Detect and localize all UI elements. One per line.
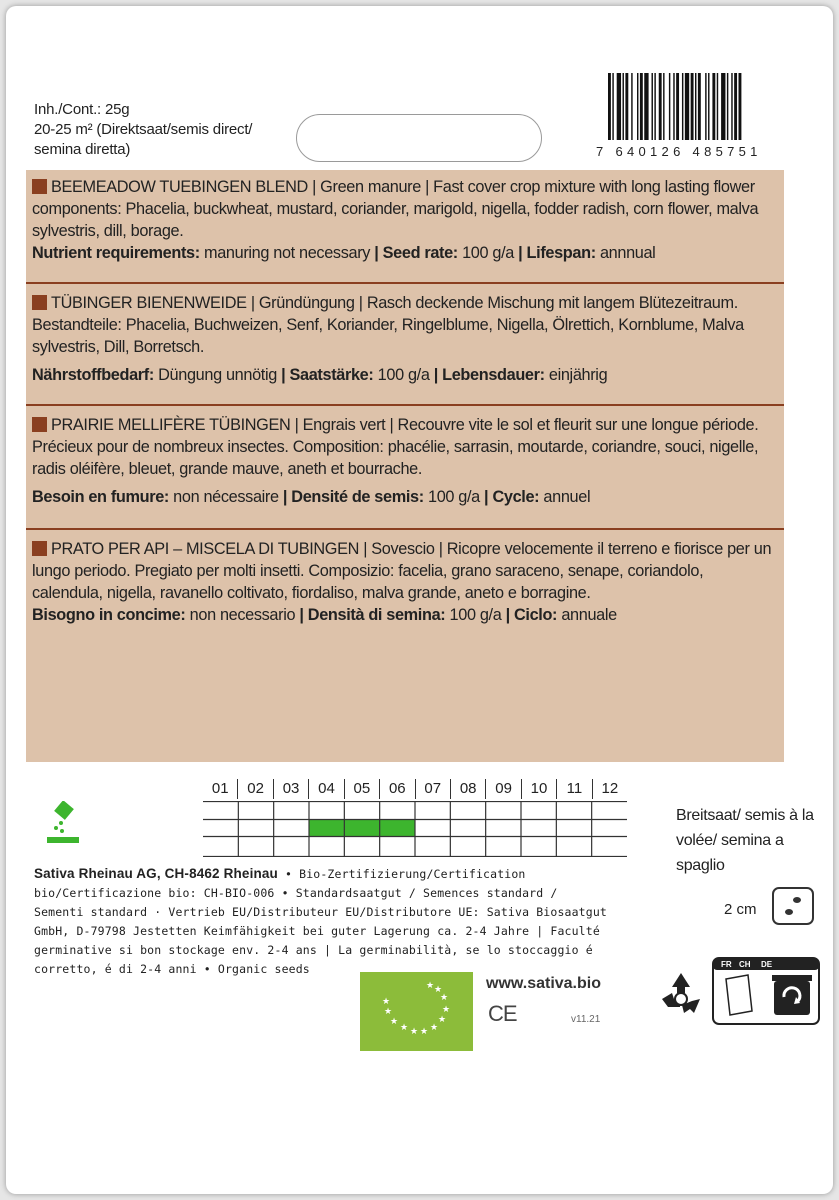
disposal-info-icon — [712, 957, 820, 1025]
barcode — [608, 73, 776, 140]
bin-label-de: DE — [761, 960, 773, 969]
bin-label-fr: FR — [721, 960, 732, 969]
square-bullet-icon — [32, 179, 47, 194]
sowing-period-cell — [344, 819, 379, 836]
svg-text:★: ★ — [420, 1026, 429, 1036]
sowing-period-cell — [309, 819, 344, 836]
sowing-hand-icon — [43, 801, 83, 845]
section-french: PRAIRIE MELLIFÈRE TÜBINGEN | Engrais vert | Recouvre vite le sol et fleurit sur une longue période. Précieux pour de nombreux insectes. Composition: phacélie, sarrasin, moutarde, coriandre, souci, nigelle, radis oléifère, bleuet, grande mauve, aneth et bourrache. Besoin en fumure: non nécessaire | Densité de semis: 100 g/a | Cycle: annuel — [32, 416, 759, 506]
section-english: BEEMEADOW TUEBINGEN BLEND | Green manure | Fast cover crop mixture with long lasting flower components: Phacelia, buckwheat, mustard, coriander, marigold, nigella, fodder radish, corn flower, malva sylvestris, dill, borage. Nutrient requirements: manuring not necessary | Seed rate: 100 g/a | Lifespan: annnual — [32, 178, 759, 262]
square-bullet-icon — [32, 417, 47, 432]
hang-hole — [296, 114, 542, 162]
website-link[interactable]: www.sativa.bio — [486, 975, 601, 992]
month-label: 04 — [309, 779, 344, 799]
sowing-period-cell — [380, 819, 415, 836]
month-label: 09 — [486, 779, 521, 799]
month-label: 05 — [345, 779, 380, 799]
svg-text:★: ★ — [438, 1014, 447, 1024]
svg-text:★: ★ — [442, 1004, 451, 1014]
month-header — [203, 779, 627, 799]
seed-packet-back — [6, 6, 833, 1194]
recycling-symbol-icon — [654, 969, 708, 1021]
svg-text:★: ★ — [382, 996, 391, 1006]
month-label: 10 — [522, 779, 557, 799]
seed-depth-icon — [771, 886, 815, 926]
version-label: v11.21 — [571, 1014, 601, 1025]
month-label: 02 — [238, 779, 273, 799]
month-label: 11 — [557, 779, 592, 799]
sowing-depth: 2 cm — [724, 901, 757, 918]
section-divider — [26, 282, 784, 284]
svg-text:★: ★ — [400, 1022, 409, 1032]
ce-mark: CE — [488, 1001, 517, 1026]
svg-text:★: ★ — [426, 980, 435, 990]
svg-text:★: ★ — [390, 1016, 399, 1026]
month-label: 01 — [203, 779, 238, 799]
section-divider — [26, 528, 784, 530]
svg-text:★: ★ — [384, 1006, 393, 1016]
svg-text:★: ★ — [440, 992, 449, 1002]
month-label: 07 — [416, 779, 451, 799]
square-bullet-icon — [32, 541, 47, 556]
description-panel — [26, 170, 784, 762]
section-italian: PRATO PER API – MISCELA DI TUBINGEN | Sovescio | Ricopre velocemente il terreno e fiorisce per un lungo periodo. Pregiato per molti insetti. Composizio: facelia, grano saraceno, senape, coriandolo, calendula, nigella, ravanello coltivato, fiordaliso, malva grande, aneto e borragine. Bisogno in concime: non necessario | Densità di semina: 100 g/a | Ciclo: annuale — [32, 540, 772, 624]
section-german: TÜBINGER BIENENWEIDE | Gründüngung | Rasch deckende Mischung mit langem Blütezeitraum. Bestandteile: Phacelia, Buchweizen, Senf, Koriander, Ringelblume, Nigella, Ölrettich, Kornblume, Malva sylvestris, Dill, Borretsch. Nährstoffbedarf: Düngung unnötig | Saatstärke: 100 g/a | Lebensdauer: einjährig — [32, 294, 744, 384]
contents-info: Inh./Cont.: 25g 20-25 m² (Direktsaat/semis direct/ semina diretta) — [34, 101, 253, 158]
svg-text:★: ★ — [410, 1026, 419, 1036]
section-divider — [26, 404, 784, 406]
sowing-calendar-grid — [203, 801, 627, 857]
sowing-method: Breitsaat/ semis à la volée/ semina a spaglio — [676, 807, 814, 874]
square-bullet-icon — [32, 295, 47, 310]
svg-text:★: ★ — [430, 1022, 439, 1032]
month-label: 08 — [451, 779, 486, 799]
svg-text:★: ★ — [434, 984, 443, 994]
barcode-number: 7 640126 485751 — [596, 144, 762, 159]
footer-legal-text: Sativa Rheinau AG, CH-8462 Rheinau • Bio-Zertifizierung/Certification bio/Certificazione bio: CH-BIO-006 • Standardsaatgut / Semences standard / Sementi standard · Vertrieb EU/Distributeur EU/Distributore UE: Sativa Biosaatgut GmbH, D-79798 Jestetten Keimfähigkeit bei guter Lagerung ca. 2-4 Jahre | Faculté germinative si bon stockage env. 2-4 ans | La germinabilità, se lo stoccaggio é corretto, é di 2-4 anni • Organic seeds — [34, 866, 607, 976]
eu-organic-logo-icon — [360, 972, 473, 1051]
bin-label-ch: CH — [739, 960, 751, 969]
month-label: 12 — [601, 780, 619, 797]
month-label: 03 — [274, 779, 309, 799]
month-label: 06 — [380, 779, 415, 799]
